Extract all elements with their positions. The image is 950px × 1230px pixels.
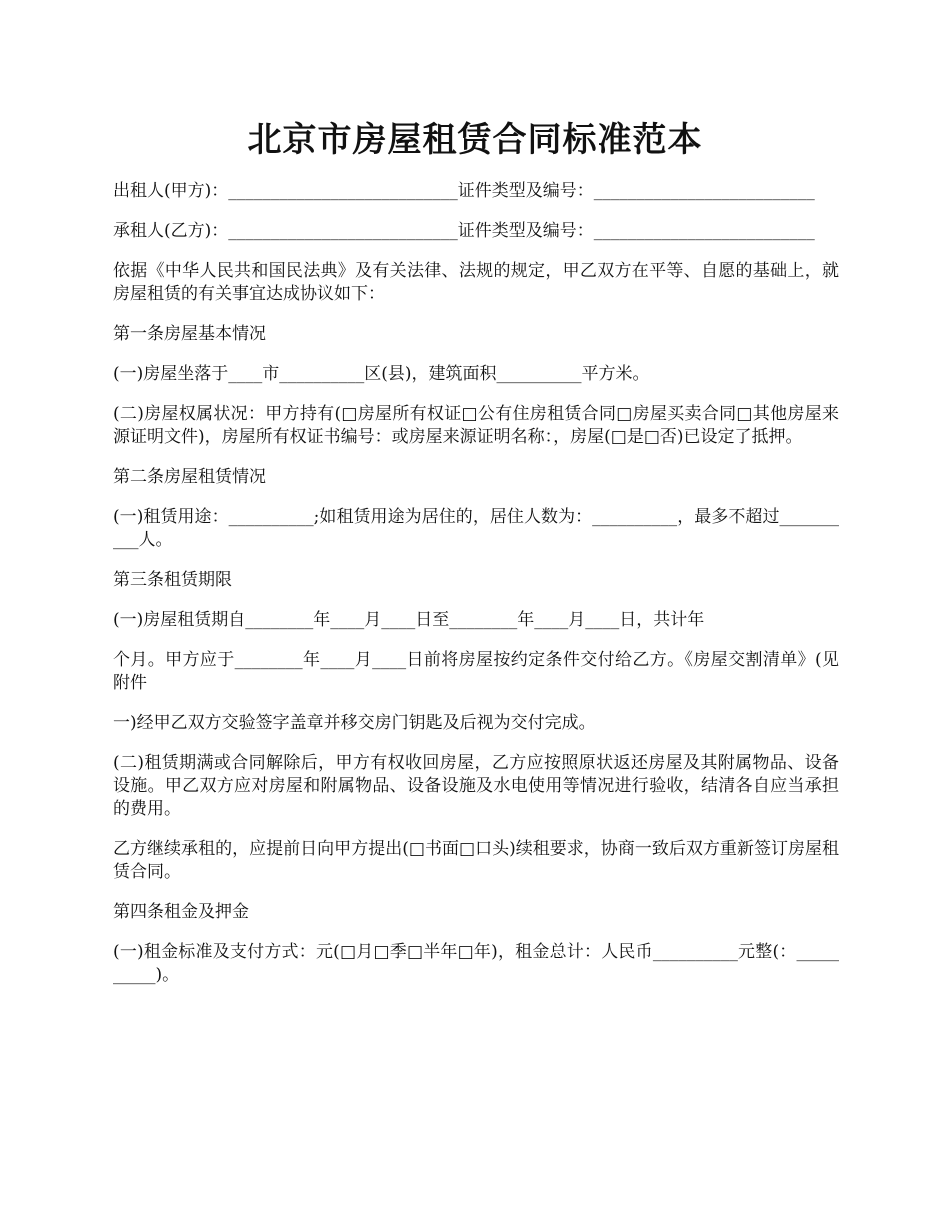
article-3-heading: 第三条租赁期限 [113,570,232,590]
article-1-clause-2: (二)房屋权属状况：甲方持有(□房屋所有权证□公有住房租赁合同□房屋买卖合同□其他房屋来源证明文件)，房屋所有权证书编号：或房屋来源证明名称：，房屋(□是□否)已设定了抵押。 [113,404,839,447]
article-2-heading: 第二条房屋租赁情况 [113,467,266,487]
preamble: 依据《中华人民共和国民法典》及有关法律、法规的规定，甲乙双方在平等、自愿的基础上，就房屋租赁的有关事宜达成协议如下： [113,261,839,304]
article-1-heading: 第一条房屋基本情况 [113,324,266,344]
article-3-clause-2: (二)租赁期满或合同解除后，甲方有权收回房屋，乙方应按照原状返还房屋及其附属物品、设备设施。甲乙双方应对房屋和附属物品、设备设施及水电使用等情况进行验收，结清各自应当承担的费用。 [113,753,839,819]
article-4-clause-1: (一)租金标准及支付方式：元(□月□季□半年□年)，租金总计：人民币__________元整(：__________)。 [113,942,839,985]
article-2-clause-1: (一)租赁用途：__________;如租赁用途为居住的，居住人数为：__________，最多不超过__________人。 [113,507,839,550]
page-title: 北京市房屋租赁合同标准范本 [247,120,703,160]
article-4-heading: 第四条租金及押金 [113,902,249,922]
article-1-clause-1: (一)房屋坐落于____市__________区(县)，建筑面积__________平方米。 [113,364,650,384]
article-3-clause-1: (一)房屋租赁期自________年____月____日至________年____月____日，共计年 [113,610,705,630]
article-3-clause-1-end: 一)经甲乙双方交验签字盖章并移交房门钥匙及后视为交付完成。 [113,713,596,733]
contract-body [113,180,839,1004]
lessee-line: 承租人(乙方)：___________________________证件类型及编号：__________________________ [113,221,815,241]
article-3-renewal: 乙方继续承租的，应提前日向甲方提出(□书面□口头)续租要求，协商一致后双方重新签订房屋租赁合同。 [113,839,839,882]
lessor-line: 出租人(甲方)：___________________________证件类型及编号：__________________________ [113,181,815,201]
article-3-clause-1-cont: 个月。甲方应于________年____月____日前将房屋按约定条件交付给乙方。《房屋交割清单》(见附件 [113,650,839,693]
